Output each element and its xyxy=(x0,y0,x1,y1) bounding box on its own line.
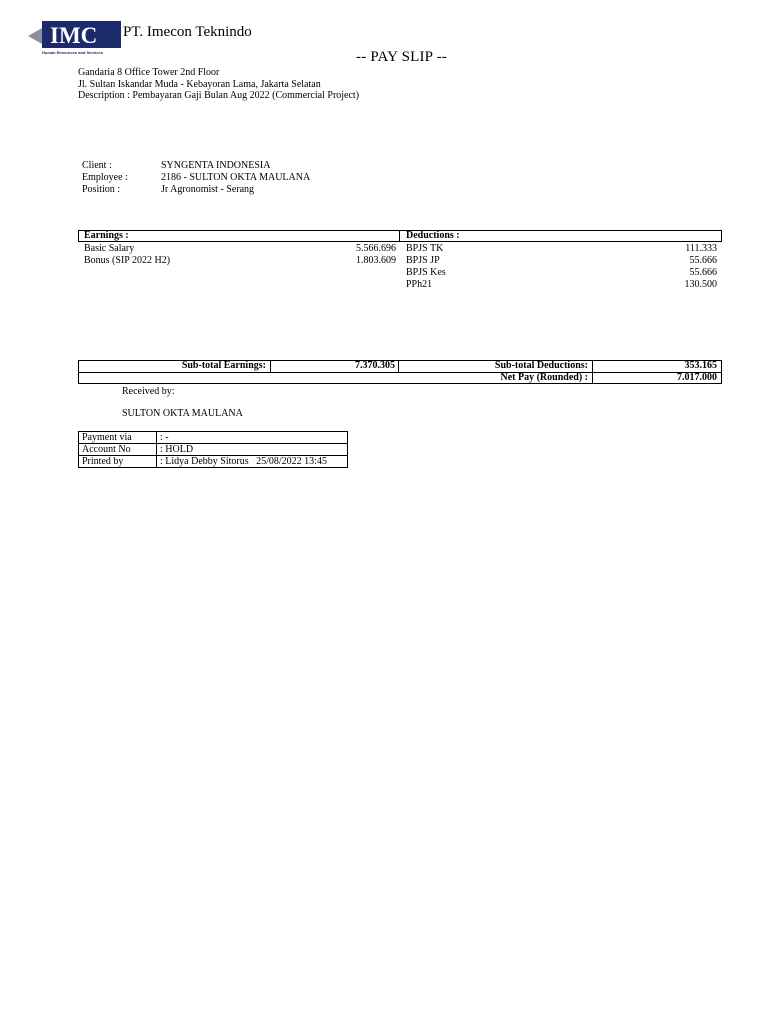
printed-by-label: Printed by xyxy=(79,456,157,468)
totals-cell-divider xyxy=(592,372,593,384)
received-by-name: SULTON OKTA MAULANA xyxy=(122,408,243,419)
employee-value: 2186 - SULTON OKTA MAULANA xyxy=(161,172,311,183)
client-label: Client : xyxy=(82,160,112,171)
totals-cell-divider xyxy=(592,360,593,372)
deduction-amount: 55.666 xyxy=(689,267,717,278)
subtotal-earnings-value: 7.370.305 xyxy=(355,360,395,371)
logo-tagline: Human Resources and Services xyxy=(42,50,103,55)
table-row xyxy=(79,444,348,456)
page-title: -- PAY SLIP -- xyxy=(356,49,448,65)
company-logo xyxy=(28,18,123,56)
deduction-name: BPJS TK xyxy=(406,243,444,254)
earning-name: Basic Salary xyxy=(84,243,135,254)
payment-via-label: Payment via xyxy=(79,432,157,444)
address-line-2: Jl. Sultan Iskandar Muda - Kebayoran Lama, Jakarta Selatan xyxy=(78,79,321,90)
subtotal-deductions-value: 353.165 xyxy=(684,360,717,371)
net-pay-label: Net Pay (Rounded) : xyxy=(500,372,588,383)
employee-label: Employee : xyxy=(82,172,128,183)
net-pay-value: 7.017.000 xyxy=(677,372,717,383)
table-row xyxy=(79,432,348,444)
logo-text: IMC xyxy=(50,23,98,48)
deduction-name: BPJS JP xyxy=(406,255,440,266)
deduction-name: PPh21 xyxy=(406,279,433,290)
account-no-label: Account No xyxy=(79,444,157,456)
client-value: SYNGENTA INDONESIA xyxy=(161,160,271,171)
position-value: Jr Agronomist - Serang xyxy=(161,184,255,195)
deduction-amount: 55.666 xyxy=(689,255,717,266)
earning-name: Bonus (SIP 2022 H2) xyxy=(84,255,171,266)
totals-cell-divider xyxy=(398,360,399,372)
earnings-header: Earnings : xyxy=(84,230,129,241)
subtotal-deductions-label: Sub-total Deductions: xyxy=(494,360,588,371)
deduction-name: BPJS Kes xyxy=(406,267,446,278)
deduction-amount: 111.333 xyxy=(685,243,717,254)
deductions-header: Deductions : xyxy=(406,230,460,241)
imc-logo-icon xyxy=(28,18,123,56)
header-divider xyxy=(399,230,400,242)
address-line-1: Gandaria 8 Office Tower 2nd Floor xyxy=(78,67,220,78)
payment-via-value: : - xyxy=(157,432,348,444)
earning-amount: 1.803.609 xyxy=(356,255,396,266)
position-label: Position : xyxy=(82,184,121,195)
table-row xyxy=(79,456,348,468)
earning-amount: 5.566.696 xyxy=(356,243,396,254)
payment-info-table xyxy=(78,431,348,468)
deduction-amount: 130.500 xyxy=(684,279,717,290)
received-by-label: Received by: xyxy=(122,386,175,397)
account-no-value: : HOLD xyxy=(157,444,348,456)
description: Description : Pembayaran Gaji Bulan Aug 2022 (Commercial Project) xyxy=(78,90,360,101)
printed-by-value: : Lidya Debby Sitorus 25/08/2022 13:45 xyxy=(157,456,348,468)
subtotal-earnings-label: Sub-total Earnings: xyxy=(181,360,266,371)
company-name: PT. Imecon Teknindo xyxy=(123,24,252,40)
earnings-deductions-header-box xyxy=(78,230,722,242)
